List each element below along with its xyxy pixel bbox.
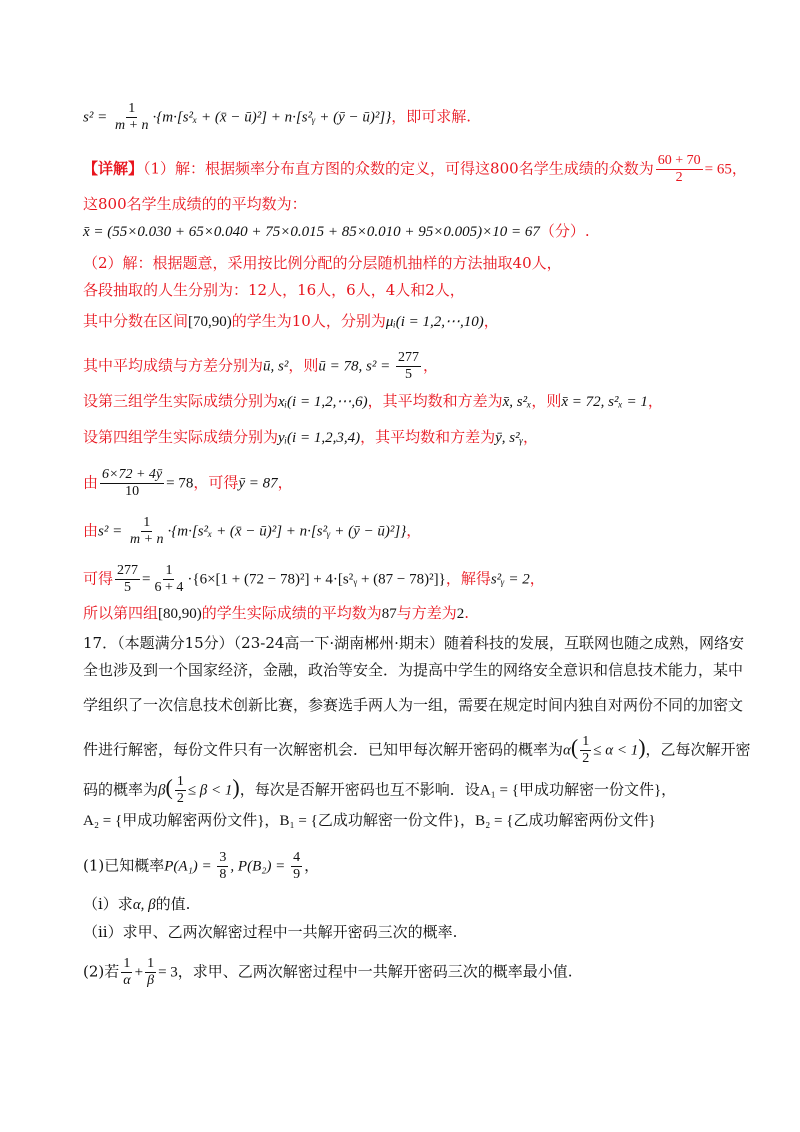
fraction: $\frac{1}{2}$ — [582, 734, 590, 766]
formula: = — [142, 571, 151, 588]
text: 的学生为10人，分别为 — [231, 312, 386, 330]
text: . — [464, 604, 470, 622]
problem-17-line: 17．（本题满分15分）（23-24高一下·湖南郴州·期末）随着科技的发展，互联网也随之成熟，网络安 — [83, 634, 744, 652]
problem-17-line: 全也涉及到一个国家经济，金融，政治等安全．为提高中学生的网络安全意识和信息技术能力，某中 — [83, 661, 744, 679]
formula: ·{6×[1 + (72 − 78)²] + 4·[s²ᵧ + (87 − 78)²]} — [187, 571, 446, 588]
formula: ·{m·[s²ₓ + (x̄ − ū)²] + n·[s²ᵧ + (ȳ − ū)²]} — [152, 109, 392, 126]
formula: s²ᵧ = 2 — [490, 571, 530, 588]
text: （1）解：根据频率分布直方图的众数的定义，可得这800名学生成绩的众数为 — [143, 159, 654, 178]
formula: yᵢ(i = 1,2,3,4) — [278, 430, 361, 446]
text: 由 — [83, 521, 99, 540]
fraction: $\frac{1}{\alpha}$ — [123, 956, 131, 988]
text: ， — [422, 356, 438, 375]
formula: ȳ, s²ᵧ — [495, 430, 524, 446]
text: ，乙每次解开密 — [645, 740, 751, 759]
formula: 2 — [456, 606, 465, 622]
question-1-line — [83, 850, 760, 883]
fraction: $\frac{1}{m + n}$ — [114, 101, 149, 133]
formula: , P(B₂) = — [230, 858, 290, 875]
text: （分）. — [539, 222, 590, 240]
fraction: $\frac{6\times 72 + 4ȳ}{10}$ — [102, 467, 163, 499]
text-line: （2）解：根据题意，采用按比例分配的分层随机抽样的方法抽取40人， — [83, 254, 562, 272]
text: 的学生实际成绩的平均数为 — [201, 604, 382, 622]
formula: 87 — [381, 606, 397, 622]
text: ， — [277, 473, 293, 492]
fraction: $\frac{277}{5}$ — [117, 563, 139, 595]
text-line: 这800名学生成绩的的平均数为： — [83, 195, 307, 213]
formula: + — [134, 964, 144, 981]
fraction: $\frac{277}{5}$ — [397, 350, 419, 382]
formula: [80,90) — [158, 606, 202, 622]
formula-line-mean — [83, 220, 760, 243]
text: (2)若 — [83, 962, 120, 981]
text: ，则 — [531, 392, 562, 410]
fraction: $\frac{1}{2}$ — [176, 774, 184, 806]
formula: [70,90) — [188, 314, 232, 330]
text: 设第三组学生实际成绩分别为 — [83, 392, 279, 410]
formula: B₂ = {乙成功解密两份文件} — [475, 813, 656, 829]
text: 码的概率为 — [83, 780, 159, 799]
detail-tag: 【详解】 — [83, 159, 144, 178]
formula: P(A₁) = — [164, 858, 216, 875]
formula: x̄ = (55×0.030 + 65×0.040 + 75×0.015 + 85×0.010 + 95×0.005)×10 = 67 — [83, 224, 540, 240]
text: 件进行解密，每份文件只有一次解密机会．已知甲每次解开密码的概率为 — [83, 740, 564, 759]
solution-intro-line — [83, 153, 760, 186]
text: ， — [460, 811, 476, 829]
formula: = 65， — [704, 161, 747, 178]
question-1-ii-line: （ii）求甲、乙两次解密过程中一共解开密码三次的概率. — [83, 923, 458, 941]
formula: ū = 78, s² = — [318, 358, 394, 375]
text: ，求甲、乙两次解密过程中一共解开密码三次的概率最小值. — [177, 962, 573, 981]
question-1-i-line — [83, 893, 760, 916]
formula: μᵢ(i = 1,2,⋯,10) — [385, 314, 484, 330]
formula: α, β — [132, 897, 156, 913]
formula: s² = — [98, 523, 126, 540]
text: ，则 — [288, 356, 319, 375]
text: 设第四组学生实际成绩分别为 — [83, 428, 279, 446]
formula: B₁ = {乙成功解密一份文件} — [279, 813, 461, 829]
text: ， — [304, 856, 320, 875]
text: 由 — [83, 473, 99, 492]
formula: = 3 — [158, 964, 178, 981]
formula: ≤ β < 1 — [187, 782, 233, 799]
text: ， — [523, 428, 539, 446]
fraction: $\frac{1}{m + n}$ — [129, 515, 164, 547]
formula: x̄ = 72, s²ₓ = 1 — [561, 394, 648, 410]
fraction: $\frac{60 + 70}{2}$ — [657, 153, 701, 185]
text: ，其平均数和方差为 — [360, 428, 496, 446]
text: ， — [647, 392, 663, 410]
text: 与方差为 — [396, 604, 457, 622]
text: ，每次是否解开密码也互不影响．设 — [239, 780, 480, 799]
text-line — [83, 350, 760, 383]
fraction: $\frac{1}{\beta}$ — [147, 956, 155, 988]
text-line: 各段抽取的人生分别为：12人，16人，6人，4人和2人， — [83, 281, 465, 299]
formula: α — [563, 742, 571, 759]
text: （i）求 — [83, 895, 133, 913]
text: 可得 — [83, 569, 114, 588]
formula: s² = — [83, 109, 111, 126]
formula: A₁ = {甲成功解密一份文件} — [479, 782, 662, 799]
fraction: $\frac{4}{9}$ — [293, 850, 301, 882]
formula: ≤ α < 1 — [593, 742, 639, 759]
text: (1)已知概率 — [83, 856, 165, 875]
problem-17-line: 码的概率为β( $\frac{1}{2}$ ≤ β < 1)，每次是否解开密码也互不影响．设A₁ = {甲成功解密一份文件}， — [83, 774, 677, 806]
text: ， — [661, 780, 677, 799]
formula: β — [158, 782, 166, 799]
formula-line-variance — [83, 101, 760, 134]
formula: ·{m·[s²ₓ + (x̄ − ū)²] + n·[s²ᵧ + (ȳ − ū)²]} — [167, 523, 407, 540]
formula: ū, s² — [263, 358, 289, 375]
formula: ȳ = 87 — [238, 475, 278, 492]
text: ， — [483, 312, 499, 330]
text: ，其平均数和方差为 — [367, 392, 503, 410]
text-line — [83, 515, 760, 548]
text-line — [83, 310, 760, 333]
text: ， — [264, 811, 280, 829]
text-line — [83, 467, 760, 500]
text: ， — [406, 521, 422, 540]
problem-17-line: 学组织了一次信息技术创新比赛，参赛选手两人为一组，需要在规定时间内独自对两份不同的加密文 — [83, 696, 744, 714]
text: ， — [529, 569, 545, 588]
text-line — [83, 602, 760, 625]
problem-17-line — [83, 809, 760, 832]
formula: x̄, s²ₓ — [502, 394, 532, 410]
text: 的值. — [155, 895, 191, 913]
text: ，即可求解. — [391, 107, 472, 126]
question-2-line — [83, 956, 760, 989]
formula: A₂ = {甲成功解密两份文件} — [83, 813, 265, 829]
text-line — [83, 426, 760, 449]
text: ，解得 — [445, 569, 491, 588]
fraction: $\frac{1}{6 + 4}$ — [154, 563, 184, 595]
text-line — [83, 563, 760, 596]
problem-17-line: 件进行解密，每份文件只有一次解密机会．已知甲每次解开密码的概率为α( $\frac{1}{2}$ ≤ α < 1)，乙每次解开密 — [83, 734, 751, 766]
text: ，可得 — [193, 473, 239, 492]
text: 所以第四组 — [83, 604, 159, 622]
formula: xᵢ(i = 1,2,⋯,6) — [278, 394, 368, 410]
fraction: $\frac{3}{8}$ — [219, 850, 227, 882]
formula: = 78 — [166, 475, 194, 492]
text-line — [83, 390, 760, 413]
text: 其中分数在区间 — [83, 312, 189, 330]
text: 其中平均成绩与方差分别为 — [83, 356, 264, 375]
